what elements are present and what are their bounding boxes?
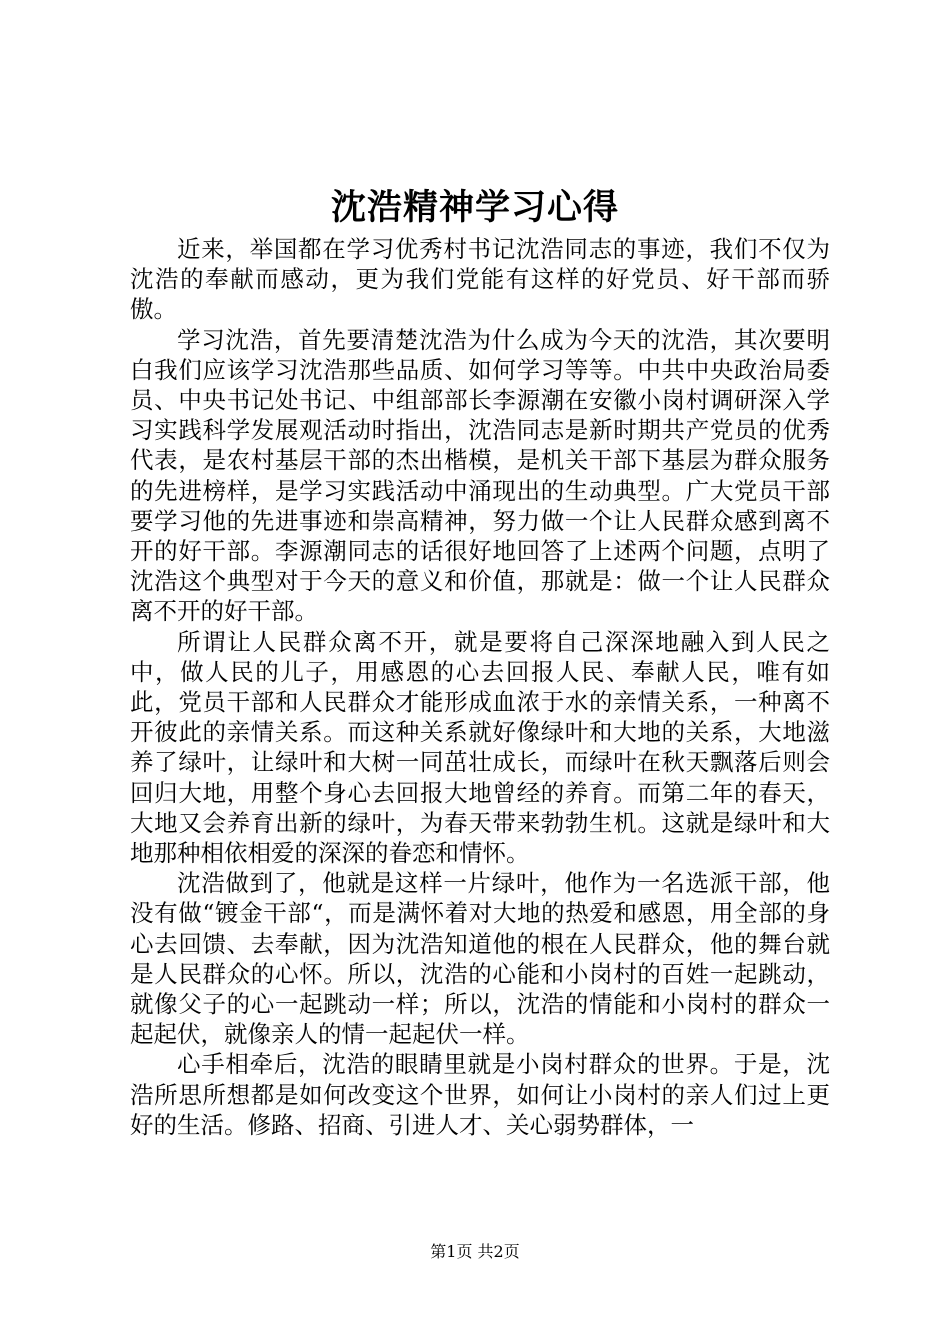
- paragraph-2: 学习沈浩，首先要清楚沈浩为什么成为今天的沈浩，其次要明白我们应该学习沈浩那些品质、如何学习等等。中共中央政治局委员、中央书记处书记、中组部部长李源潮在安徽小岗村调研深入学习实践科学发展观活动时指出，沈浩同志是新时期共产党员的优秀代表，是农村基层干部的杰出楷模，是机关干部下基层为群众服务的先进榜样，是学习实践活动中涌现出的生动典型。广大党员干部要学习他的先进事迹和崇高精神，努力做一个让人民群众感到离不开的好干部。李源潮同志的话很好地回答了上述两个问题，点明了沈浩这个典型对于今天的意义和价值，那就是：做一个让人民群众离不开的好干部。: [130, 325, 830, 626]
- paragraph-4: 沈浩做到了，他就是这样一片绿叶，他作为一名选派干部，他没有做“镀金干部“，而是满怀着对大地的热爱和感恩，用全部的身心去回馈、去奉献，因为沈浩知道他的根在人民群众，他的舞台就是人民群众的心怀。所以，沈浩的心能和小岗村的百姓一起跳动，就像父子的心一起跳动一样；所以，沈浩的情能和小岗村的群众一起起伏，就像亲人的情一起起伏一样。: [130, 869, 830, 1049]
- paragraph-1: 近来，举国都在学习优秀村书记沈浩同志的事迹，我们不仅为沈浩的奉献而感动，更为我们党能有这样的好党员、好干部而骄傲。: [130, 235, 830, 324]
- paragraph-3: 所谓让人民群众离不开，就是要将自己深深地融入到人民之中，做人民的儿子，用感恩的心去回报人民、奉献人民，唯有如此，党员干部和人民群众才能形成血浓于水的亲情关系，一种离不开彼此的亲情关系。而这种关系就好像绿叶和大地的关系，大地滋养了绿叶，让绿叶和大树一同茁壮成长，而绿叶在秋天飘落后则会回归大地，用整个身心去回报大地曾经的养育。而第二年的春天，大地又会养育出新的绿叶，为春天带来勃勃生机。这就是绿叶和大地那种相依相爱的深深的眷恋和情怀。: [130, 627, 830, 868]
- paragraph-5: 心手相牵后，沈浩的眼睛里就是小岗村群众的世界。于是，沈浩所思所想都是如何改变这个世界，如何让小岗村的亲人们过上更好的生活。修路、招商、引进人才、关心弱势群体，一: [130, 1050, 830, 1139]
- document-body: [130, 234, 830, 1140]
- document-title: 沈浩精神学习心得: [330, 187, 619, 228]
- page-number-footer: 第1页 共2页: [430, 1242, 520, 1261]
